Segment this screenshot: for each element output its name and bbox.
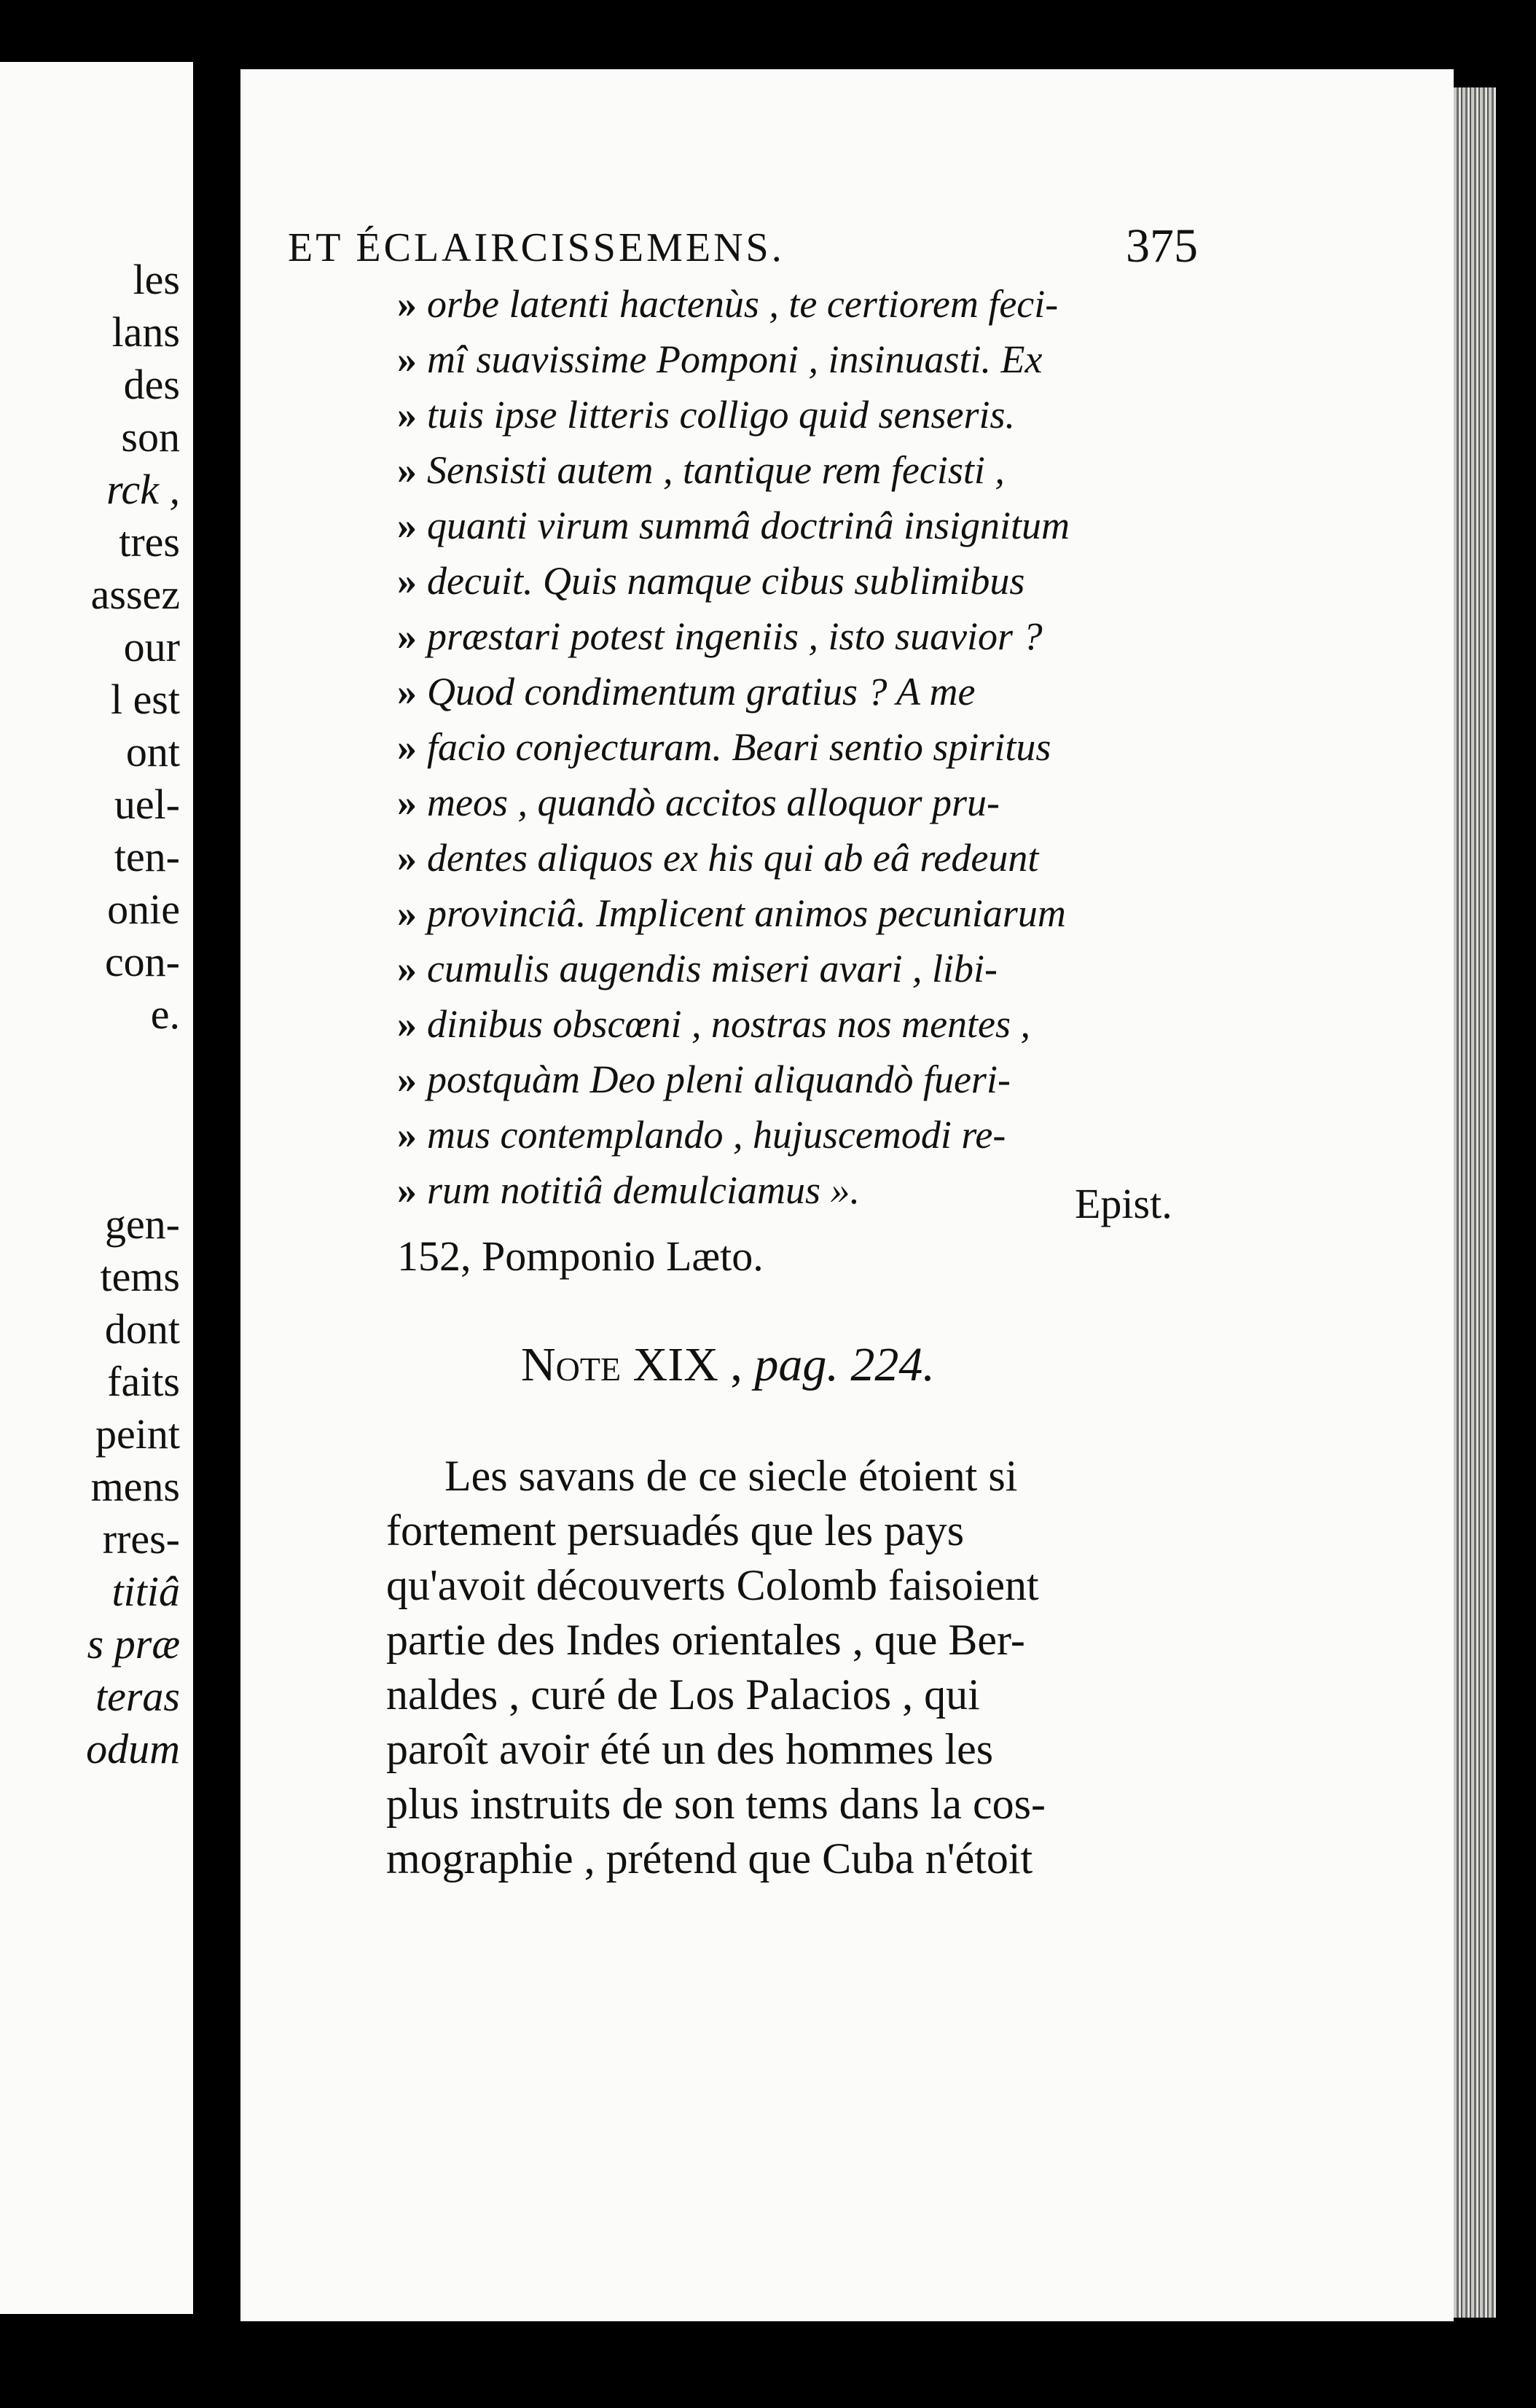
book-gutter xyxy=(193,0,240,2408)
left-page-line: peint xyxy=(95,1410,180,1458)
quote-text: tuis ipse litteris colligo quid senseris. xyxy=(427,393,1015,437)
quote-text: dentes aliquos ex his qui ab eâ redeunt xyxy=(427,836,1039,880)
quote-mark: » xyxy=(397,614,417,658)
quote-text: Sensisti autem , tantique rem fecisti , xyxy=(427,448,1005,492)
quote-line xyxy=(397,1113,1006,1157)
quote-text: decuit. Quis namque cibus sublimibus xyxy=(427,559,1025,603)
quote-line xyxy=(397,891,1066,935)
left-page-line: lans xyxy=(111,308,180,356)
page-edge xyxy=(1454,87,1496,2318)
left-page-line: les xyxy=(133,256,180,303)
left-page-fragment xyxy=(0,62,193,2314)
left-page-line: con- xyxy=(104,938,180,985)
left-page-line: mens xyxy=(90,1463,180,1510)
left-page-line: son xyxy=(121,413,180,461)
quote-line xyxy=(397,949,998,988)
quote-mark: » xyxy=(397,836,417,880)
quote-mark: » xyxy=(397,559,417,603)
quote-text: quanti virum summâ doctrinâ insignitum xyxy=(427,504,1070,547)
quote-line xyxy=(397,670,976,714)
quote-text: provinciâ. Implicent animos pecuniarum xyxy=(427,891,1066,935)
quote-text: mus contemplando , hujuscemodi re- xyxy=(427,1113,1006,1157)
left-page-line: e. xyxy=(150,990,180,1038)
quote-mark: » xyxy=(397,448,417,492)
quote-mark: » xyxy=(397,282,417,326)
quote-mark: » xyxy=(397,1058,417,1101)
note-number: Note XIX xyxy=(521,1338,718,1391)
body-line: Les savans de ce siecle étoient si xyxy=(444,1452,1018,1500)
reference-line: 152, Pomponio Læto. xyxy=(397,1232,764,1280)
body-line: mographie , prétend que Cuba n'étoit xyxy=(386,1834,1033,1883)
left-page-line: des xyxy=(123,361,180,408)
body-line: plus instruits de son tems dans la cos- xyxy=(386,1780,1046,1828)
quote-line xyxy=(397,337,1043,381)
quote-mark: » xyxy=(397,1002,417,1046)
left-page-line: teras xyxy=(95,1673,180,1720)
left-page-line: l est xyxy=(110,676,180,723)
quote-mark: » xyxy=(397,393,417,437)
quote-text: mî suavissime Pomponi , insinuasti. Ex xyxy=(427,337,1043,381)
quote-text: postquàm Deo pleni aliquandò fueri- xyxy=(427,1058,1011,1101)
left-page-line: dont xyxy=(104,1305,180,1353)
quote-line xyxy=(397,1004,1030,1044)
quote-line xyxy=(397,450,1005,490)
left-page-line: ont xyxy=(125,728,180,775)
quote-line xyxy=(397,393,1015,437)
quote-mark: » xyxy=(397,781,417,824)
running-head: ET ÉCLAIRCISSEMENS. xyxy=(288,225,785,270)
quote-line xyxy=(397,614,1043,658)
quote-mark: » xyxy=(397,947,417,990)
quote-mark: » xyxy=(397,1168,417,1212)
body-line: paroît avoir été un des hommes les xyxy=(386,1725,994,1773)
body-line: naldes , curé de Los Palacios , qui xyxy=(386,1670,980,1719)
left-page-line: tems xyxy=(100,1253,180,1300)
quote-text: cumulis augendis miseri avari , libi- xyxy=(427,947,998,990)
left-page-line: our xyxy=(123,623,180,671)
left-page-line: faits xyxy=(107,1358,180,1405)
page-number: 375 xyxy=(1126,219,1198,273)
note-page-ref: pag. 224. xyxy=(754,1338,935,1391)
quote-text: rum notitiâ demulciamus ». xyxy=(427,1168,860,1212)
quote-line xyxy=(397,783,1000,822)
left-page-line: ten- xyxy=(114,833,180,880)
body-line: fortement persuadés que les pays xyxy=(386,1506,965,1555)
body-line: qu'avoit découverts Colomb faisoient xyxy=(386,1561,1039,1609)
quote-line xyxy=(397,1170,860,1210)
note-separator: , xyxy=(718,1338,755,1391)
quote-mark: » xyxy=(397,891,417,935)
quote-text: facio conjecturam. Beari sentio spiritus xyxy=(427,725,1051,769)
quote-line xyxy=(397,506,1070,545)
quote-text: orbe latenti hactenùs , te certiorem feci- xyxy=(427,282,1059,326)
quote-line xyxy=(397,1060,1011,1099)
left-page-line: odum xyxy=(86,1725,180,1772)
quote-mark: » xyxy=(397,725,417,769)
left-page-line: assez xyxy=(90,571,180,618)
left-page-line: tres xyxy=(119,518,180,566)
left-page-line: onie xyxy=(107,886,180,933)
quote-text: præstari potest ingeniis , isto suavior ? xyxy=(427,614,1043,658)
quote-line xyxy=(397,561,1024,601)
quotation-reference xyxy=(397,1232,764,1281)
left-page-line: gen- xyxy=(104,1200,180,1248)
left-page-line: rres- xyxy=(102,1515,180,1563)
left-page-line: uel- xyxy=(114,781,180,828)
left-page-line: titiâ xyxy=(111,1568,180,1615)
quote-line xyxy=(397,284,1058,324)
quote-mark: » xyxy=(397,670,417,714)
quote-text: dinibus obscœni , nostras nos mentes , xyxy=(427,1002,1031,1046)
quote-line xyxy=(397,836,1039,880)
left-page-line: rck , xyxy=(106,466,180,513)
quote-mark: » xyxy=(397,1113,417,1157)
quote-text: Quod condimentum gratius ? A me xyxy=(427,670,976,714)
quote-text: meos , quandò accitos alloquor pru- xyxy=(427,781,1000,824)
reference-epist: Epist. xyxy=(1075,1180,1172,1227)
quote-line xyxy=(397,727,1051,767)
left-page-line: s præ xyxy=(87,1620,180,1668)
note-heading xyxy=(521,1337,935,1393)
body-line: partie des Indes orientales , que Ber- xyxy=(386,1616,1025,1664)
quote-mark: » xyxy=(397,337,417,381)
quote-mark: » xyxy=(397,504,417,547)
